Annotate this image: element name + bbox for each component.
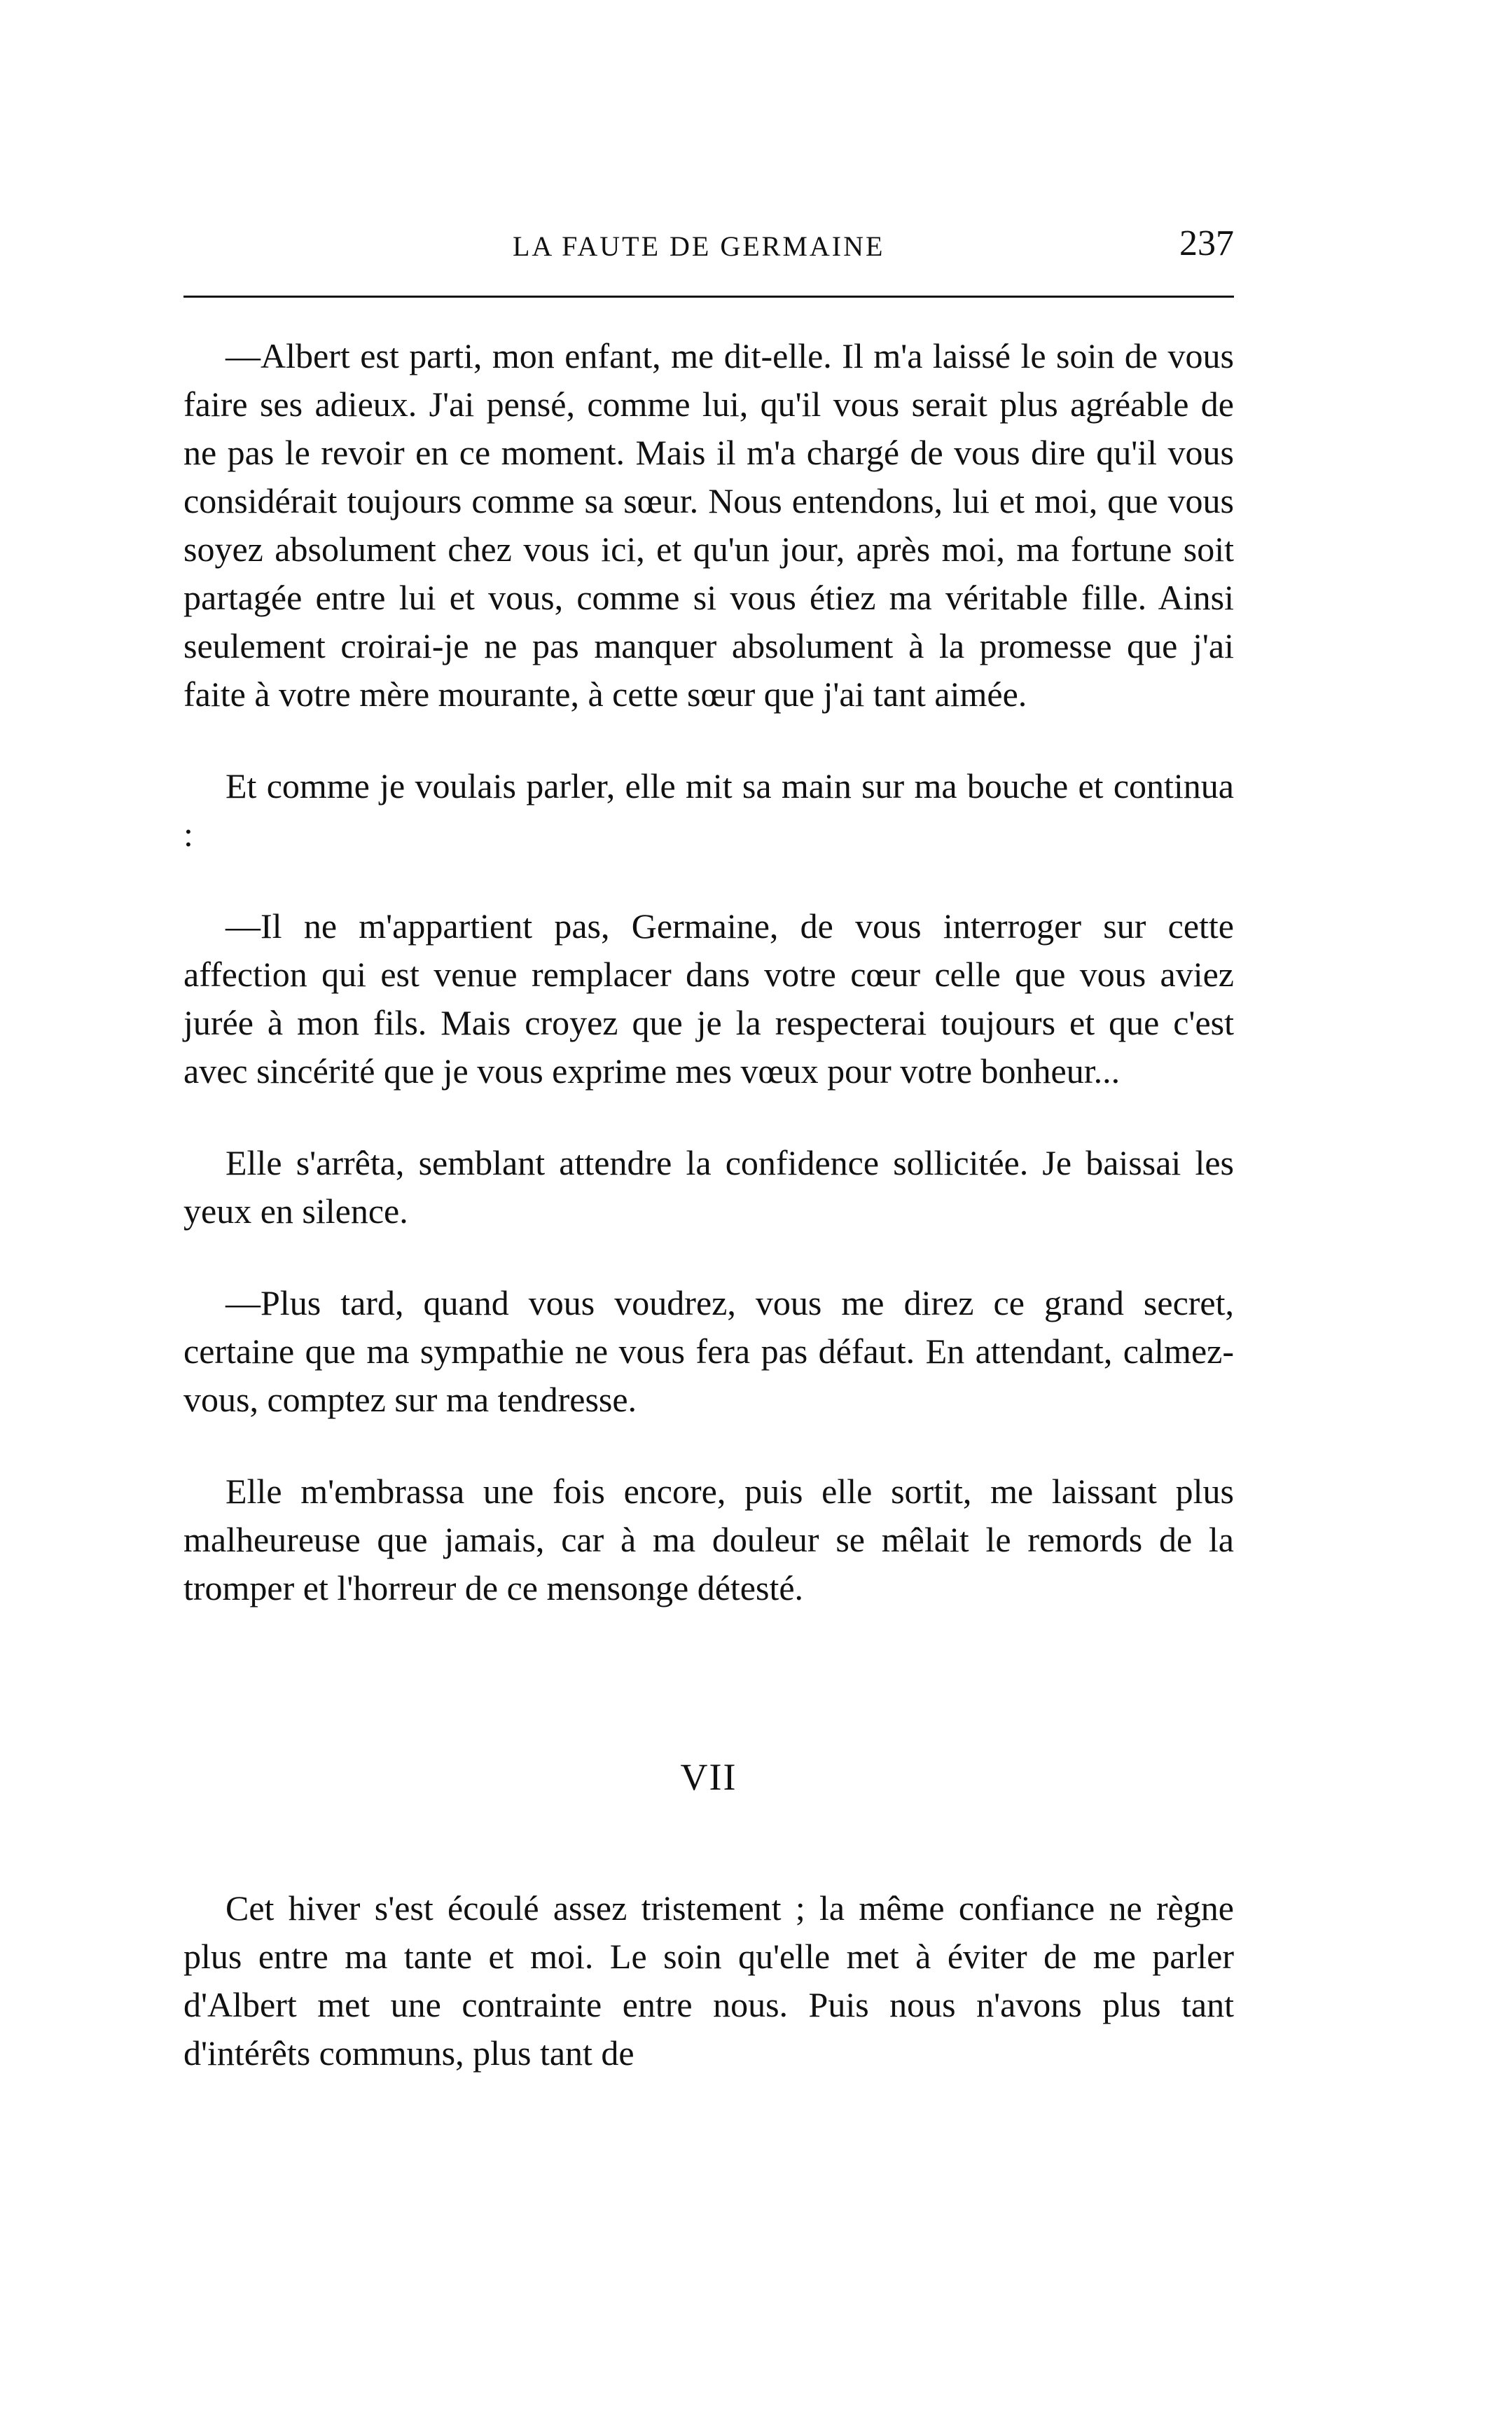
paragraph: Elle m'embrassa une fois encore, puis elle sortit, me laissant plus malheureuse que jamais, car à ma douleur se mêlait le remords de la tromper et l'horreur de ce mensonge détesté. <box>183 1472 1234 1607</box>
section-body-text <box>183 1884 1234 2077</box>
running-header <box>183 223 1234 279</box>
header-rule <box>183 296 1234 298</box>
paragraph: Cet hiver s'est écoulé assez tristement ; la même confiance ne règne plus entre ma tante et moi. Le soin qu'elle met à éviter de me parler d'Albert met une contrainte entre nous. Puis nous n'avons plus tant d'intérêts communs, plus tant de <box>183 1888 1234 2073</box>
body-text <box>183 332 1234 1612</box>
paragraph: —Il ne m'appartient pas, Germaine, de vous interroger sur cette affection qui est venue remplacer dans votre cœur celle que vous aviez jurée à mon fils. Mais croyez que je la respecterai toujours et que c'est avec sincérité que je vous exprime mes vœux pour votre bonheur... <box>183 906 1234 1091</box>
page-number: 237 <box>1179 223 1234 263</box>
paragraph: —Plus tard, quand vous voudrez, vous me direz ce grand secret, certaine que ma sympathie ne vous fera pas défaut. En attendant, calmez-vous, comptez sur ma tendresse. <box>183 1283 1234 1419</box>
chapter-heading: VII <box>680 1756 737 1798</box>
paragraph: Elle s'arrêta, semblant attendre la confidence sollicitée. Je baissai les yeux en silence. <box>183 1143 1234 1231</box>
running-title: LA FAUTE DE GERMAINE <box>513 230 885 262</box>
paragraph: Et comme je voulais parler, elle mit sa main sur ma bouche et continua : <box>183 766 1234 854</box>
paragraph: —Albert est parti, mon enfant, me dit-elle. Il m'a laissé le soin de vous faire ses adieux. J'ai pensé, comme lui, qu'il vous serait plus agréable de ne pas le revoir en ce moment. Mais il m'a chargé de vous dire qu'il vous considérait toujours comme sa sœur. Nous entendons, lui et moi, que vous soyez absolument chez vous ici, et qu'un jour, après moi, ma fortune soit partagée entre lui et vous, comme si vous étiez ma véritable fille. Ainsi seulement croirai-je ne pas manquer absolument à la promesse que j'ai faite à votre mère mourante, à cette sœur que j'ai tant aimée. <box>183 336 1234 714</box>
